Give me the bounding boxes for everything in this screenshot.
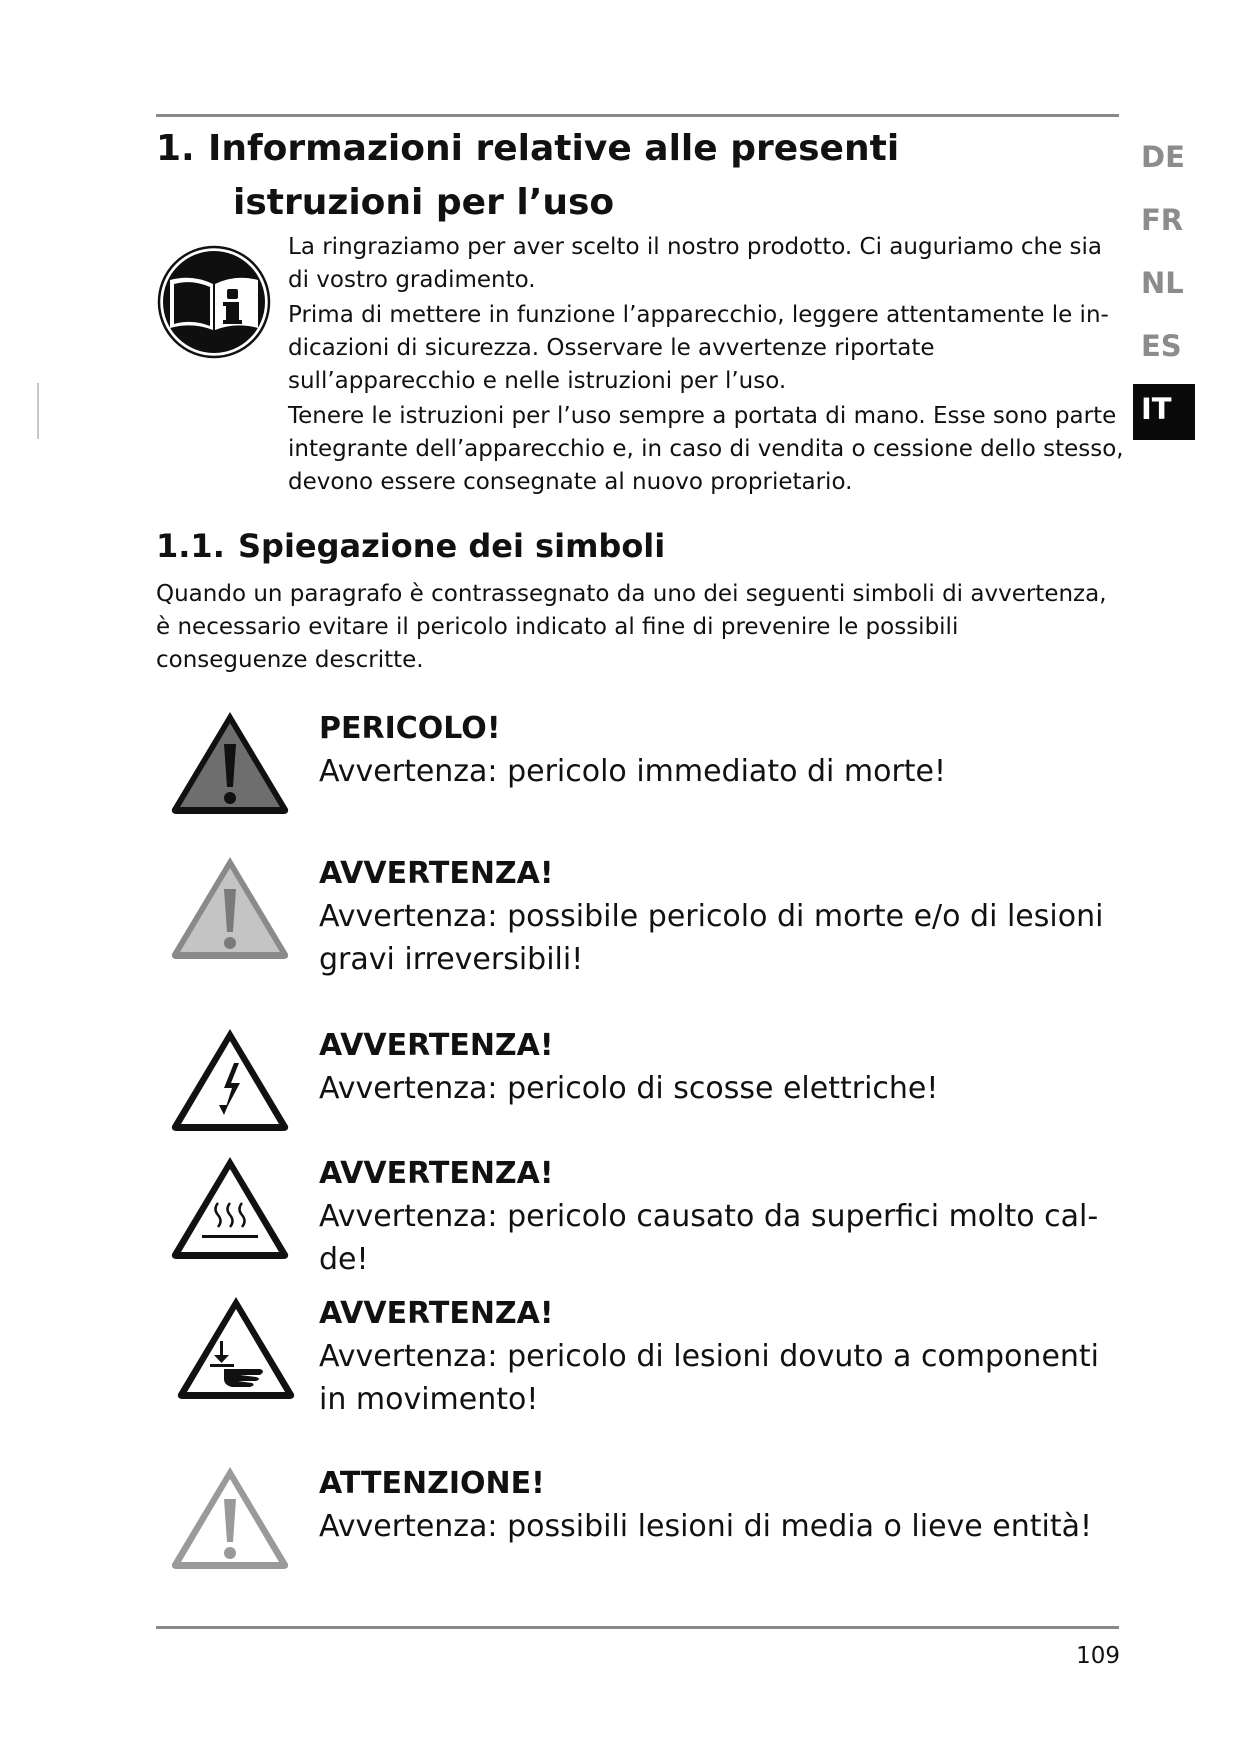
top-rule <box>156 114 1119 117</box>
page-number: 109 <box>1076 1643 1120 1669</box>
section-1-1-text: Quando un paragrafo è contrassegnato da uno dei seguenti simboli di avvertenza, è necessario evitare il pericolo indicato al fine di prevenire le possibili conseguenze descritte. <box>156 581 1107 673</box>
language-tabs <box>1133 132 1195 447</box>
bottom-rule <box>156 1626 1119 1629</box>
section-1-number: 1. <box>156 128 195 169</box>
margin-mark <box>37 383 39 439</box>
symbol-heading: AVVERTENZA! <box>319 1156 554 1191</box>
symbol-heading: ATTENZIONE! <box>319 1466 545 1501</box>
symbol-heading: PERICOLO! <box>319 711 501 746</box>
section-1-title-line2: istruzioni per l’uso <box>233 182 615 223</box>
language-tab-nl[interactable]: NL <box>1141 266 1184 300</box>
symbol-description: Avvertenza: pericolo di scosse elettriche! <box>319 1071 939 1106</box>
symbol-heading: AVVERTENZA! <box>319 856 554 891</box>
section-1-1-title: Spiegazione dei simboli <box>238 527 666 565</box>
language-tab-de[interactable]: DE <box>1141 140 1185 174</box>
language-tab-fr[interactable]: FR <box>1141 203 1184 237</box>
section-1-1-number: 1.1. <box>156 527 225 565</box>
intro-paragraph-3: Tenere le istruzioni per l’uso sempre a portata di mano. Esse sono parte integrante dell’apparecchio e, in caso di vendita o cessione dello stesso, devono essere consegnate al nuovo proprietario. <box>288 403 1124 495</box>
language-tab-it[interactable]: IT <box>1133 384 1195 440</box>
moving-parts-hand-icon <box>174 1293 298 1403</box>
section-1-1-heading <box>156 522 1116 570</box>
symbol-description: Avvertenza: pericolo di lesioni dovuto a componenti in movimento! <box>319 1339 1100 1417</box>
section-1-title-line1: Informazioni relative alle presenti <box>208 128 900 169</box>
manual-info-icon <box>156 244 272 360</box>
symbol-description: Avvertenza: possibili lesioni di media o lieve entità! <box>319 1509 1093 1544</box>
warning-icon <box>168 853 292 963</box>
symbol-description: Avvertenza: pericolo causato da superfici molto cal-de! <box>319 1199 1099 1277</box>
hot-surface-icon <box>168 1153 292 1263</box>
section-1-intro <box>288 231 1126 501</box>
section-1-heading <box>156 122 1116 230</box>
intro-paragraph-2: Prima di mettere in funzione l’apparecchio, leggere attentamente le in-dicazioni di sicurezza. Osservare le avvertenze riportate sull’apparecchio e nelle istruzioni per l’uso. <box>288 302 1109 394</box>
symbol-description: Avvertenza: possibile pericolo di morte e/o di lesioni gravi irreversibili! <box>319 899 1104 977</box>
symbol-description: Avvertenza: pericolo immediato di morte! <box>319 754 947 789</box>
caution-icon <box>168 1463 292 1573</box>
danger-warning-icon <box>168 708 292 818</box>
language-tab-es[interactable]: ES <box>1141 329 1182 363</box>
symbol-heading: AVVERTENZA! <box>319 1028 554 1063</box>
electric-shock-icon <box>168 1025 292 1135</box>
intro-paragraph-1: La ringraziamo per aver scelto il nostro prodotto. Ci auguriamo che sia di vostro gradimento. <box>288 234 1103 293</box>
symbol-heading: AVVERTENZA! <box>319 1296 554 1331</box>
